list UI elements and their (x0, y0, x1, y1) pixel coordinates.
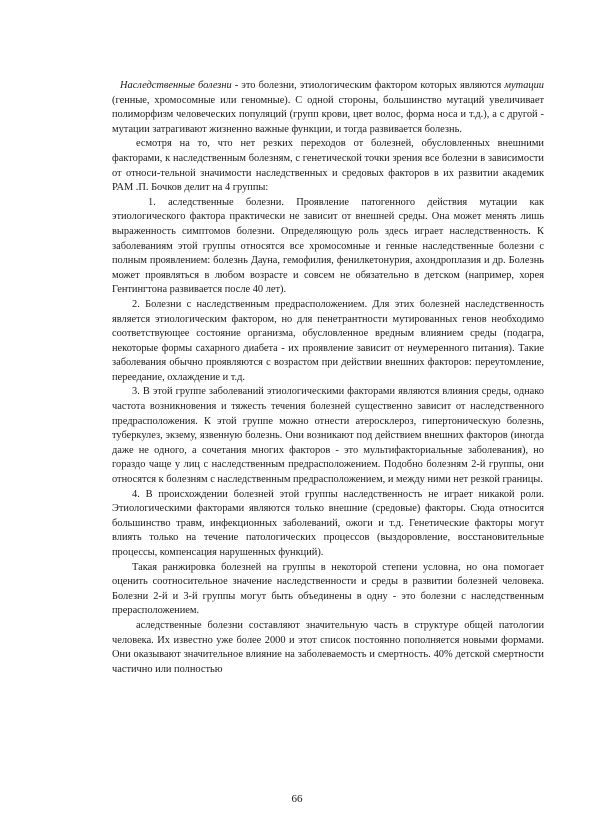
paragraph-group-1: 1. аследственные болезни. Проявление патогенного действия мутации как этиологического фактора практически не зависит от внешней среды. Она может менять лишь выраженность симптомов болезни. Определяющую роль здесь играет наследственность. К заболеваниям этой группы относятся все хромосомные и генные наследственные болезни с полным проявлением: болезнь Дауна, гемофилия, фенилкетонурия, ахондроплазия и др. Болезнь может проявляться в любом возрасте и совсем не обязательно в детском (например, хорея Гентингтона развивается после 40 лет). (112, 196, 544, 296)
paragraph-hereditary-diseases-definition: Наследственные болезни - это болезни, этиологическим фактором которых являются мутации (генные, хромосомные или геномные). С одной стороны, большинство мутаций увеличивает полиморфизм человеческих популяций (групп крови, цвет волос, форма носа и т.д.), а с другой - мутации затрагивают жизненно важные функции, и тогда развивается болезнь. (112, 80, 544, 135)
term-hereditary-diseases: Наследственные болезни (120, 80, 232, 91)
paragraph-bochkov-groups-intro: есмотря на то, что нет резких переходов от болезней, обусловленных внешними факторами, к наследственным болезням, с генетической точки зрения все болезни в зависимости от относи-тельной значимости наследственных и средовых факторов в их развитии академик РАМ .П. Бочков делит на 4 группы: (112, 138, 544, 194)
paragraph-hereditary-diseases-share: аследственные болезни составляют значительную часть в структуре общей патологии человека. Их известно уже более 2000 и этот список постоянно пополняется новыми формами. Они оказывают значительное влияние на заболеваемость и смертность. 40% детской смертности частично или полностью (112, 619, 544, 675)
page-number: 66 (291, 793, 303, 805)
paragraph-group-4: 4. В происхождении болезней этой группы наследственность не играет никакой роли. Этиологическими факторами являются только внешние (средовые) факторы. Сюда относится большинство травм, инфекционных заболеваний, ожоги и т.д. Генетические факторы могут влиять только на течение патологических процессов (выздоровление, восстановительные процессы, компенсация нарушенных функций). (112, 488, 544, 558)
body-text (112, 79, 544, 677)
paragraph-group-3: 3. В этой группе заболеваний этиологическими факторами являются влияния среды, однако частота возникновения и тяжесть течения болезней существенно зависит от наследственного предрасположения. К этой группе можно отнести атеросклероз, гипертоническую болезнь, туберкулез, экзему, язвенную болезнь. Они возникают под действием внешних факторов (иногда даже не одного, а сочетания многих факторов - это мультифакториальные заболевания), но гораздо чаще у лиц с наследственным предрасположением. Подобно болезням 2-й группы, они относятся к болезням с наследственным предрасположением, и между ними нет резкой границы. (112, 386, 544, 486)
paragraph-classification-conditionality: Такая ранжировка болезней на группы в некоторой степени условна, но она помогает оценить соотносительное значение наследственности и среды в развитии болезней человека. Болезни 2-й и 3-й группы могут быть объединены в одну - это болезни с наследственным прерасположением. (112, 561, 544, 617)
term-mutations: мутации (504, 80, 544, 91)
paragraph-group-2: 2. Болезни с наследственным предрасположением. Для этих болезней наследственность является этиологическим фактором, но для пенетрантности мутированных генов необходимо соответствующее состояние организма, обусловленное вредным влиянием среды (подагра, некоторые формы сахарного диабета - их проявление зависит от неумеренного питания). Такие заболевания обычно проявляются с возрастом при действии внешних факторов: переутомление, переедание, охлаждение и т.д. (112, 298, 544, 383)
